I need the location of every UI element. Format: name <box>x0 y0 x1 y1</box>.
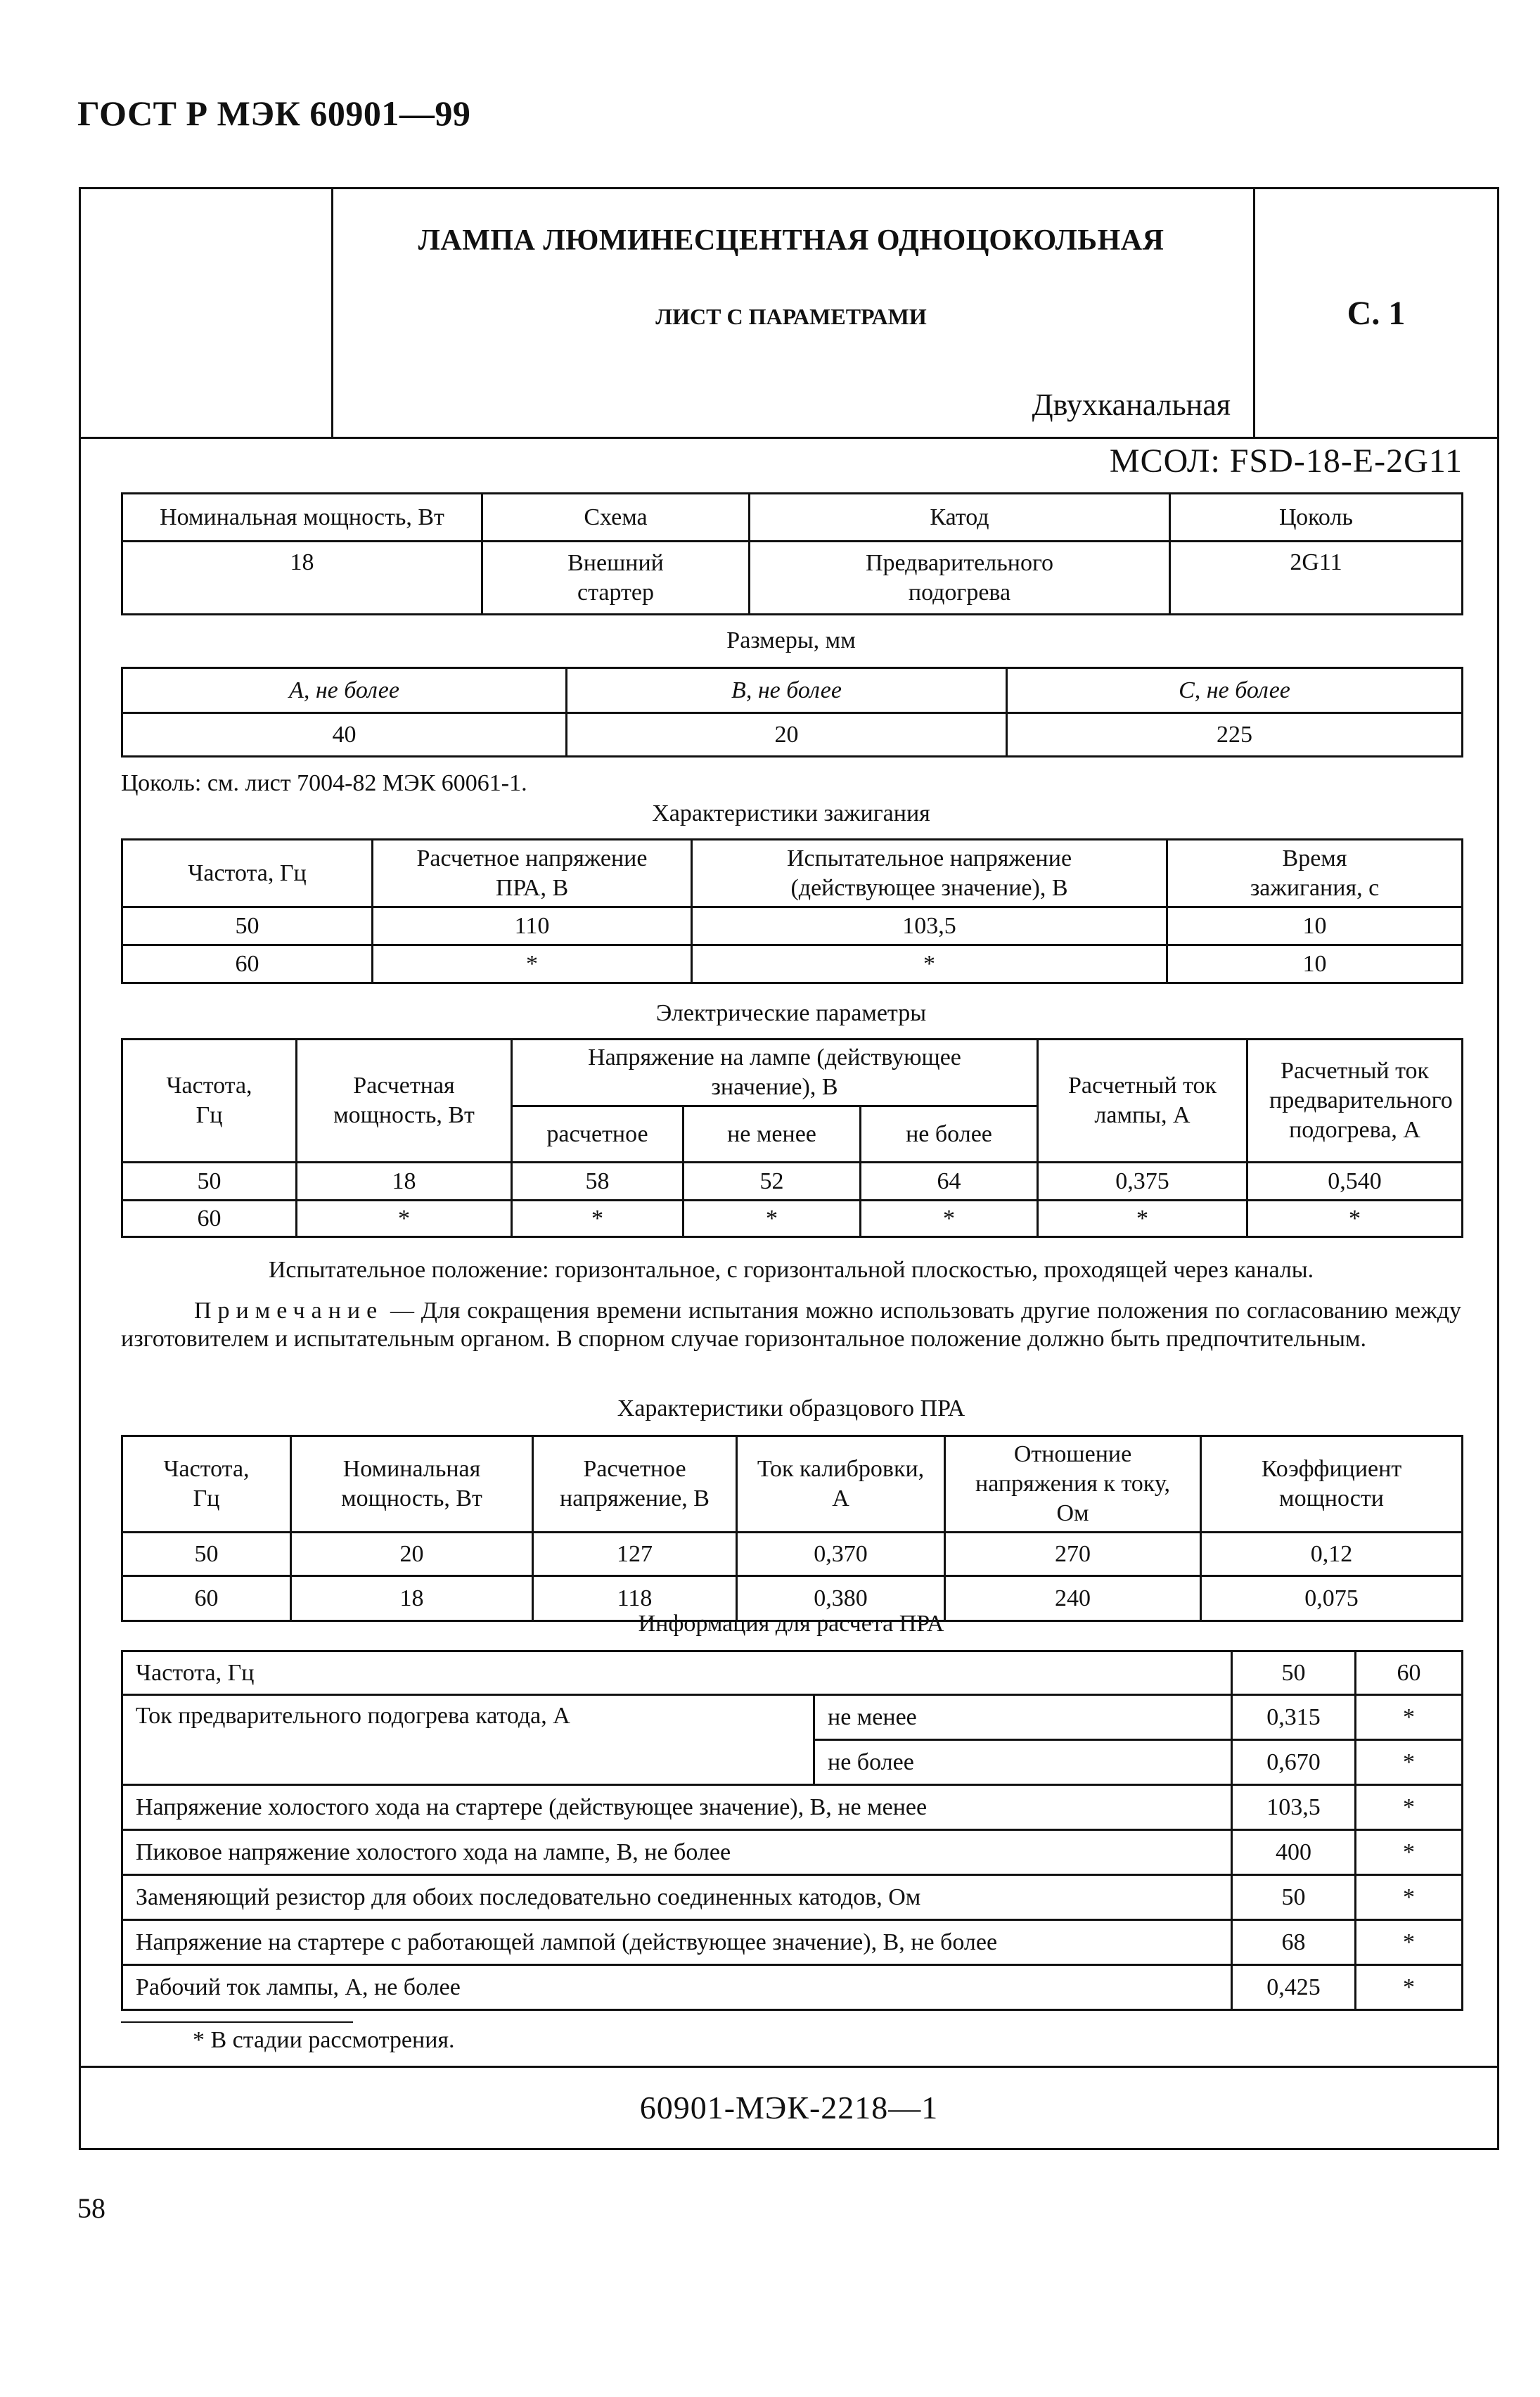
electrical-caption: Электрические параметры <box>655 1000 927 1026</box>
ballast-info-caption: Информация для расчета ПРА <box>638 1611 944 1637</box>
header-cell: Частота, Гц <box>122 1040 297 1163</box>
table-cell: * <box>692 945 1167 983</box>
header-cell: Расчетный ток лампы, А <box>1038 1040 1247 1163</box>
dimensions-table <box>121 667 1463 758</box>
header-cell: C, не более <box>1007 668 1463 713</box>
table-cell: 52 <box>684 1163 861 1201</box>
header-cell: Расчетный ток предварительного подогрева, А <box>1247 1040 1463 1163</box>
header-cell: Катод <box>750 494 1170 542</box>
table-cell: 103,5 <box>692 907 1167 945</box>
table-cell: * <box>1247 1201 1463 1237</box>
table-cell: 20 <box>567 713 1007 757</box>
header-cell: Напряжение на лампе (действующее значение), В <box>512 1040 1038 1106</box>
table-cell: 225 <box>1007 713 1463 757</box>
table-cell: 2G11 <box>1170 542 1463 615</box>
freq-50: 50 <box>1232 1651 1356 1695</box>
table-cell: 18 <box>122 542 482 615</box>
table-cell: 0,425 <box>1232 1965 1356 2010</box>
table-cell: 58 <box>512 1163 684 1201</box>
ignition-caption: Характеристики зажигания <box>652 800 930 826</box>
table-cell: 118 <box>533 1576 737 1621</box>
main-parameters-table <box>121 492 1463 615</box>
table-cell: 50 <box>122 1533 291 1576</box>
freq-60: 60 <box>1356 1651 1463 1695</box>
table-cell: * <box>297 1201 512 1237</box>
sheet-title: ЛАМПА ЛЮМИНЕСЦЕНТНАЯ ОДНОЦОКОЛЬНАЯ <box>418 224 1164 257</box>
table-cell: 68 <box>1232 1920 1356 1965</box>
ballast-info-table <box>121 1650 1463 2011</box>
table-cell: * <box>1356 1740 1463 1785</box>
header-cell: Цоколь <box>1170 494 1463 542</box>
header-cell: не более <box>861 1106 1038 1163</box>
table-cell: * <box>373 945 692 983</box>
row-label: Заменяющий резистор для обоих последовательно соединенных катодов, Ом <box>122 1875 1232 1920</box>
test-position: Испытательное положение: горизонтальное, с горизонтальной плоскостью, проходящей через каналы. <box>268 1257 1314 1283</box>
ref-ballast-caption: Характеристики образцового ПРА <box>617 1395 965 1421</box>
page-number: 58 <box>77 2192 105 2224</box>
table-cell: * <box>1356 1965 1463 2010</box>
table-cell: 0,315 <box>1232 1695 1356 1740</box>
freq-label: Частота, Гц <box>122 1651 1232 1695</box>
row-label: Напряжение на стартере с работающей лампой (действующее значение), В, не более <box>122 1920 1232 1965</box>
header-cell: Расчетное напряжение ПРА, В <box>373 840 692 907</box>
table-cell: 400 <box>1232 1830 1356 1875</box>
header-cell: Номинальная мощность, Вт <box>122 494 482 542</box>
electrical-table <box>121 1038 1463 1238</box>
table-cell: 0,075 <box>1201 1576 1463 1621</box>
lamp-code: МСОЛ: FSD-18-E-2G11 <box>1109 442 1463 480</box>
footnote: * В стадии рассмотрения. <box>193 2027 455 2053</box>
table-cell: * <box>1356 1785 1463 1830</box>
standard-header: ГОСТ Р МЭК 60901—99 <box>77 94 471 133</box>
table-cell: 10 <box>1167 907 1463 945</box>
table-cell: 60 <box>122 1576 291 1621</box>
note-label: Примечание <box>194 1298 384 1324</box>
table-cell: 0,375 <box>1038 1163 1247 1201</box>
preheat-label: Ток предварительного подогрева катода, А <box>122 1695 814 1785</box>
header-cell: Время зажигания, с <box>1167 840 1463 907</box>
table-cell: * <box>512 1201 684 1237</box>
table-cell: * <box>861 1201 1038 1237</box>
header-cell: B, не более <box>567 668 1007 713</box>
table-cell: 103,5 <box>1232 1785 1356 1830</box>
table-cell: Внешний стартер <box>482 542 750 615</box>
header-cell: Номинальная мощность, Вт <box>291 1436 533 1533</box>
table-cell: * <box>1356 1695 1463 1740</box>
table-cell: 60 <box>122 945 373 983</box>
header-cell: не менее <box>684 1106 861 1163</box>
preheat-min-label: не менее <box>814 1695 1232 1740</box>
sheet-page-label: С. 1 <box>1347 295 1406 332</box>
header-cell: Расчетное напряжение, В <box>533 1436 737 1533</box>
header-cell: Схема <box>482 494 750 542</box>
header-cell: Частота, Гц <box>122 1436 291 1533</box>
table-cell: 0,670 <box>1232 1740 1356 1785</box>
header-cell: Коэффициент мощности <box>1201 1436 1463 1533</box>
header-cell: A, не более <box>122 668 567 713</box>
table-cell: 18 <box>297 1163 512 1201</box>
table-cell: 50 <box>122 1163 297 1201</box>
table-cell: 60 <box>122 1201 297 1237</box>
ignition-table <box>121 838 1463 984</box>
table-cell: * <box>1038 1201 1247 1237</box>
sheet-code: 60901-МЭК-2218—1 <box>639 2090 939 2126</box>
table-cell: 110 <box>373 907 692 945</box>
header-cell: Ток калибровки, А <box>737 1436 945 1533</box>
header-cell: Испытательное напряжение (действующее значение), В <box>692 840 1167 907</box>
note-text: — Для сокращения времени испытания можно использовать другие положения по согласованию между изготовителем и испытательным органом. В спорном случае горизонтальное положение должно быть предпочтительным. <box>121 1298 1462 1352</box>
title-block-divider <box>81 437 1497 439</box>
table-cell: 270 <box>945 1533 1201 1576</box>
table-cell: 10 <box>1167 945 1463 983</box>
note-paragraph <box>121 1297 1461 1353</box>
table-cell: * <box>1356 1875 1463 1920</box>
table-cell: Предварительного подогрева <box>750 542 1170 615</box>
table-cell: 20 <box>291 1533 533 1576</box>
table-cell: * <box>684 1201 861 1237</box>
row-label: Напряжение холостого хода на стартере (действующее значение), В, не менее <box>122 1785 1232 1830</box>
ref-ballast-table <box>121 1435 1463 1622</box>
row-label: Пиковое напряжение холостого хода на лампе, В, не более <box>122 1830 1232 1875</box>
table-cell: 50 <box>1232 1875 1356 1920</box>
header-cell: расчетное <box>512 1106 684 1163</box>
header-cell: Отношение напряжения к току, Ом <box>945 1436 1201 1533</box>
table-cell: 50 <box>122 907 373 945</box>
footer-divider <box>81 2066 1497 2068</box>
lamp-kind: Двухканальная <box>1032 388 1231 422</box>
sheet-subtitle: ЛИСТ С ПАРАМЕТРАМИ <box>655 304 927 329</box>
header-cell: Расчетная мощность, Вт <box>297 1040 512 1163</box>
cap-note: Цоколь: см. лист 7004-82 МЭК 60061-1. <box>121 770 527 796</box>
footnote-rule <box>121 2021 353 2023</box>
table-cell: 40 <box>122 713 567 757</box>
table-cell: 0,380 <box>737 1576 945 1621</box>
dimensions-caption: Размеры, мм <box>726 627 856 653</box>
table-cell: 0,540 <box>1247 1163 1463 1201</box>
table-cell: 64 <box>861 1163 1038 1201</box>
header-cell: Частота, Гц <box>122 840 373 907</box>
table-cell: 127 <box>533 1533 737 1576</box>
table-cell: * <box>1356 1830 1463 1875</box>
table-cell: 0,370 <box>737 1533 945 1576</box>
table-cell: 240 <box>945 1576 1201 1621</box>
table-cell: 18 <box>291 1576 533 1621</box>
preheat-max-label: не более <box>814 1740 1232 1785</box>
table-cell: * <box>1356 1920 1463 1965</box>
table-cell: 0,12 <box>1201 1533 1463 1576</box>
row-label: Рабочий ток лампы, А, не более <box>122 1965 1232 2010</box>
